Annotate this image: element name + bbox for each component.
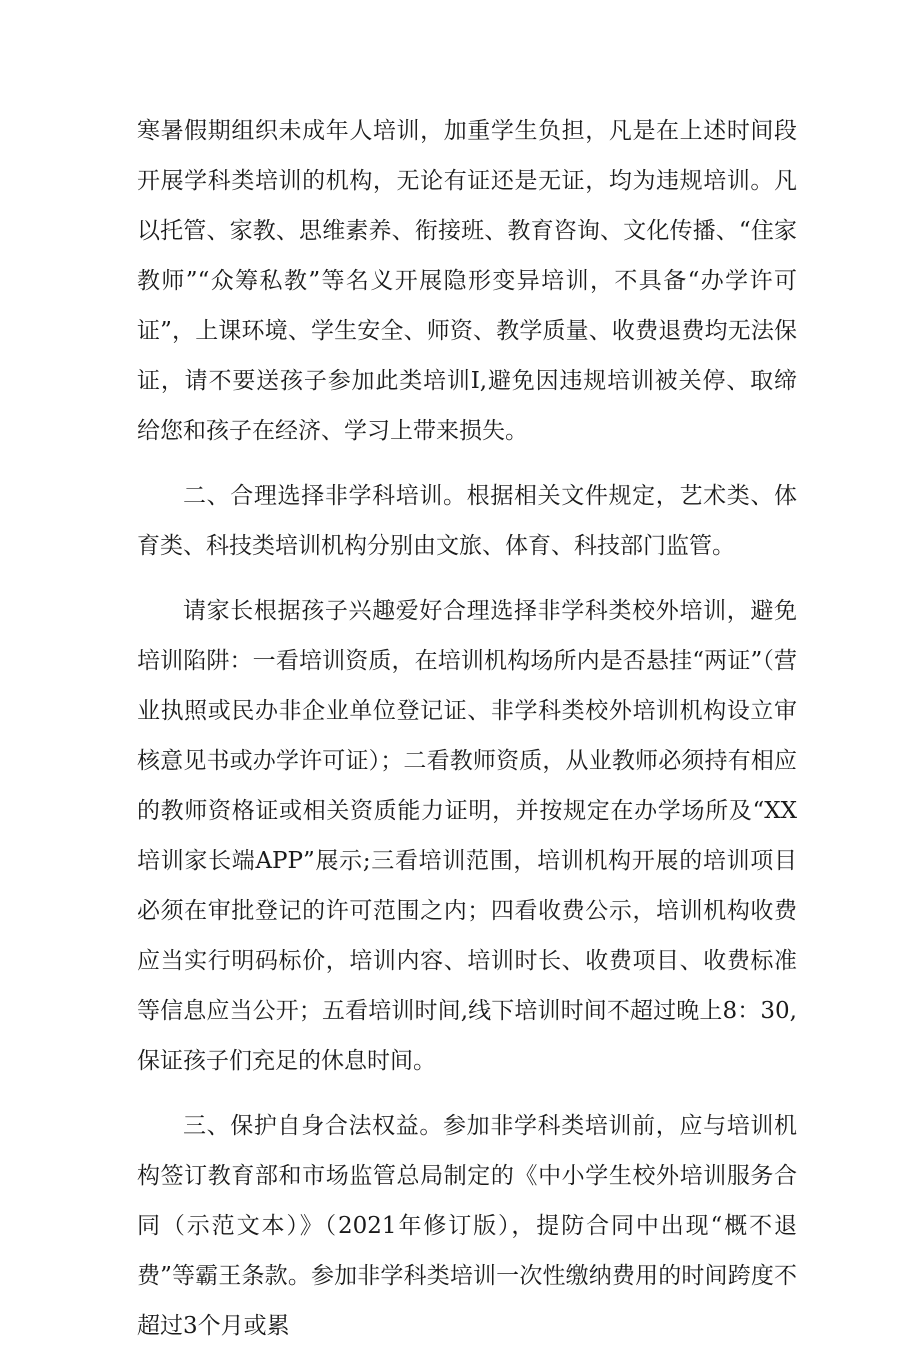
paragraph-continuation: 寒暑假期组织未成年人培训，加重学生负担，凡是在上述时间段开展学科类培训的机构，无论有证还是无证，均为违规培训。凡以托管、家教、思维素养、衔接班、教育咨询、文化传播、“住家教师”“众筹私教”等名义开展隐形变异培训，不具备“办学许可证”，上课环境、学生安全、师资、教学质量、收费退费均无法保证，请不要送孩子参加此类培训I,避免因违规培训被关停、取缔给您和孩子在经济、学习上带来损失。 bbox=[137, 118, 797, 444]
document-body bbox=[137, 106, 797, 1366]
paragraph-section-three: 三、保护自身合法权益。参加非学科类培训前，应与培训机构签订教育部和市场监管总局制定的《中小学生校外培训服务合同（示范文本）》（2021年修订版），提防合同中出现“概不退费”等霸王条款。参加非学科类培训一次性缴纳费用的时间跨度不超过3个月或累 bbox=[137, 1113, 797, 1339]
paragraph-section-two: 二、合理选择非学科培训。根据相关文件规定，艺术类、体育类、科技类培训机构分别由文旅、体育、科技部门监管。 bbox=[137, 483, 797, 559]
paragraph-parent-guidance: 请家长根据孩子兴趣爱好合理选择非学科类校外培训，避免培训陷阱：一看培训资质，在培训机构场所内是否悬挂“两证”（营业执照或民办非企业单位登记证、非学科类校外培训机构设立审核意见书或办学许可证）；二看教师资质，从业教师必须持有相应的教师资格证或相关资质能力证明，并按规定在办学场所及“XX培训家长端APP”展示;三看培训范围，培训机构开展的培训项目必须在审批登记的许可范围之内；四看收费公示，培训机构收费应当实行明码标价，培训内容、培训时长、收费项目、收费标准等信息应当公开；五看培训时间,线下培训时间不超过晚上8：30,保证孩子们充足的休息时间。 bbox=[137, 598, 797, 1074]
